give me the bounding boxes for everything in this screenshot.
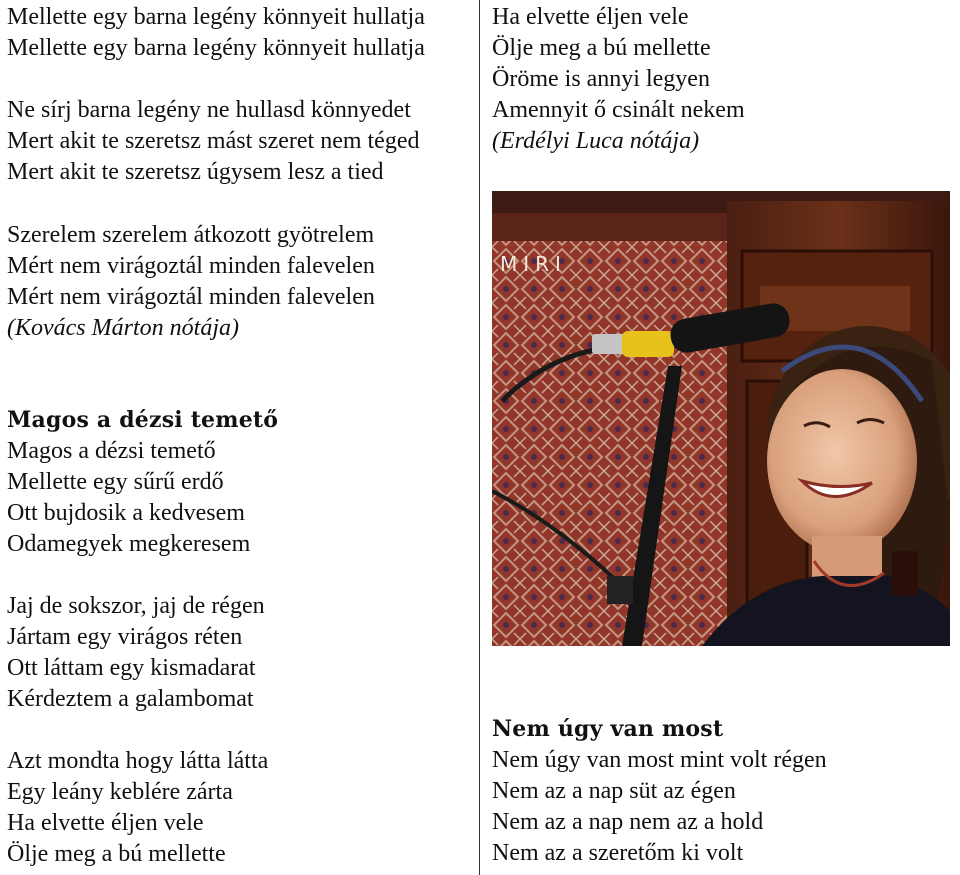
verse-line: Mellette egy sűrű erdő xyxy=(7,469,224,495)
verse-line: Mellette egy barna legény könnyeit hullatja xyxy=(7,35,425,61)
stanza-3 xyxy=(7,220,375,344)
verse-line: Kérdeztem a galambomat xyxy=(7,686,254,712)
verse-line: Ha elvette éljen vele xyxy=(492,4,689,30)
column-divider xyxy=(479,0,480,875)
verse-line: Ott bujdosik a kedvesem xyxy=(7,500,245,526)
verse-line: Jaj de sokszor, jaj de régen xyxy=(7,593,265,619)
verse-line: Nem az a nap nem az a hold xyxy=(492,809,764,835)
verse-line: Szerelem szerelem átkozott gyötrelem xyxy=(7,222,375,248)
verse-line: Mellette egy barna legény könnyeit hullatja xyxy=(7,4,425,30)
verse-line: Azt mondta hogy látta látta xyxy=(7,748,269,774)
singer-photo xyxy=(492,191,950,646)
verse-line: Ott láttam egy kismadarat xyxy=(7,655,256,681)
verse-line: Magos a dézsi temető xyxy=(7,438,216,464)
verse-line: Mert akit te szeretsz úgysem lesz a tied xyxy=(7,159,384,185)
verse-line: Nem az a szeretőm ki volt xyxy=(492,840,744,866)
verse-line: Ne sírj barna legény ne hullasd könnyedet xyxy=(7,97,411,123)
verse-line: Mért nem virágoztál minden falevelen xyxy=(7,284,375,310)
verse-line: Jártam egy virágos réten xyxy=(7,624,243,650)
song-credit: (Kovács Márton nótája) xyxy=(7,315,239,341)
song-nem-ugy xyxy=(492,714,827,869)
stanza-1 xyxy=(7,2,425,64)
song-magos xyxy=(7,405,278,560)
verse-line: Ölje meg a bú mellette xyxy=(7,841,226,867)
verse-line: Ha elvette éljen vele xyxy=(7,810,204,836)
song-magos-stanza-2 xyxy=(7,591,265,715)
song-magos-stanza-3 xyxy=(7,746,268,870)
verse-line: Egy leány keblére zárta xyxy=(7,779,233,805)
verse-line: Nem úgy van most mint volt régen xyxy=(492,747,827,773)
verse-line: Amennyit ő csinált nekem xyxy=(492,97,745,123)
song-credit: (Erdélyi Luca nótája) xyxy=(492,128,700,154)
verse-line: Nem az a nap süt az égen xyxy=(492,778,736,804)
verse-line: Mért nem virágoztál minden falevelen xyxy=(7,253,375,279)
stanza-right-1 xyxy=(492,2,745,157)
verse-line: Ölje meg a bú mellette xyxy=(492,35,711,61)
verse-line: Odamegyek megkeresem xyxy=(7,531,251,557)
song-title: Nem úgy van most xyxy=(492,716,724,742)
verse-line: Mert akit te szeretsz mást szeret nem téged xyxy=(7,128,420,154)
rug-sign-text: MIRI xyxy=(500,252,567,276)
song-title: Magos a dézsi temető xyxy=(7,407,279,433)
stanza-2 xyxy=(7,95,420,188)
verse-line: Öröme is annyi legyen xyxy=(492,66,710,92)
